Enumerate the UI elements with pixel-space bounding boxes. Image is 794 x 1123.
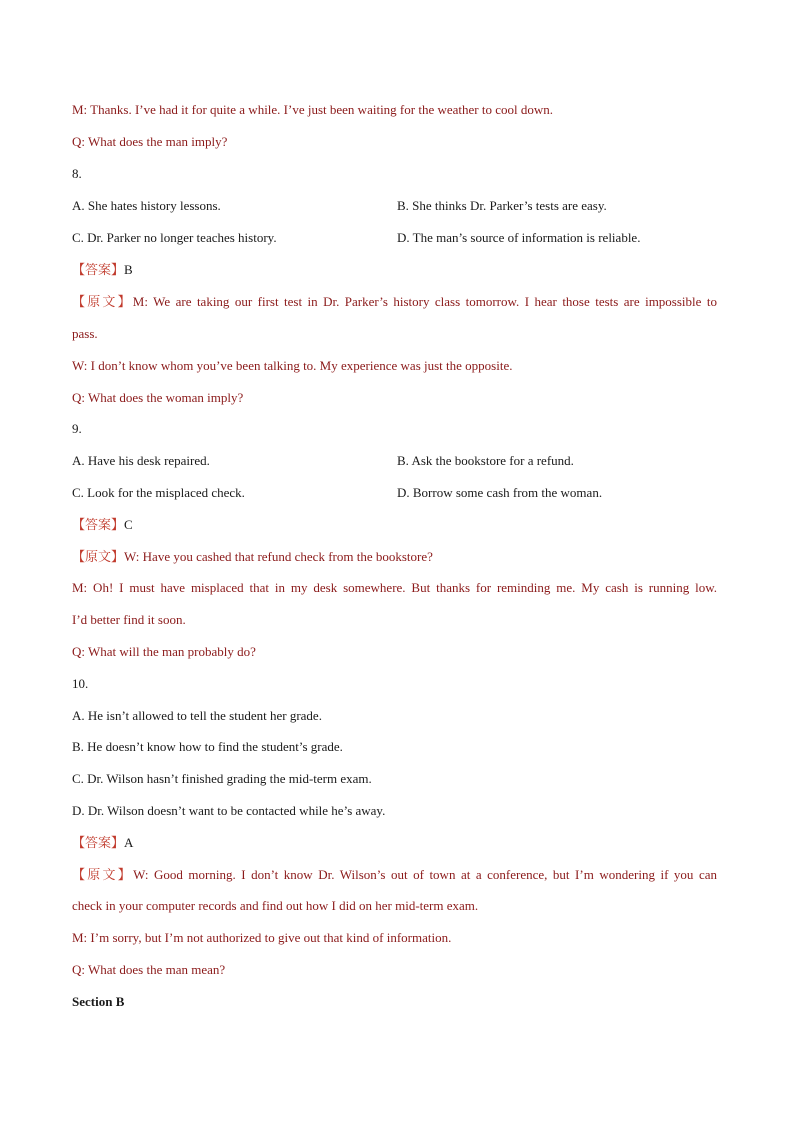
option-d: D. Borrow some cash from the woman.: [397, 485, 603, 500]
answer-value: A: [124, 835, 134, 850]
question-number: 8.: [72, 166, 82, 181]
answer-line: [72, 517, 133, 533]
transcript-line: check in your computer records and find out how I did on her mid-term exam.: [72, 898, 479, 913]
option-b: B. She thinks Dr. Parker’s tests are easy.: [397, 198, 607, 213]
transcript-text: W: Good morning. I don’t know Dr. Wilson’s out of town at a conference, but I’m wondering if you can: [133, 867, 717, 882]
question-line: Q: What does the woman imply?: [72, 390, 244, 405]
option-a: A. She hates history lessons.: [72, 198, 221, 213]
transcript-line: [72, 549, 433, 565]
transcript-line: M: Oh! I must have misplaced that in my desk somewhere. But thanks for reminding me. My cash is running low.: [72, 580, 717, 595]
option-d: D. Dr. Wilson doesn’t want to be contacted while he’s away.: [72, 803, 386, 818]
question-line: Q: What does the man mean?: [72, 962, 226, 977]
option-a: A. Have his desk repaired.: [72, 453, 210, 468]
transcript-line: [72, 867, 717, 883]
option-c: C. Look for the misplaced check.: [72, 485, 245, 500]
option-a: A. He isn’t allowed to tell the student her grade.: [72, 708, 322, 723]
transcript-text: W: Have you cashed that refund check from the bookstore?: [124, 549, 433, 564]
answer-label: 【答案】: [72, 835, 125, 850]
question-line: Q: What will the man probably do?: [72, 644, 256, 659]
answer-value: C: [124, 517, 133, 532]
transcript-label: 【原文】: [72, 867, 134, 882]
option-d: D. The man’s source of information is reliable.: [397, 230, 641, 245]
option-b: B. Ask the bookstore for a refund.: [397, 453, 574, 468]
answer-label: 【答案】: [72, 262, 125, 277]
answer-line: [72, 262, 133, 278]
answer-label: 【答案】: [72, 517, 125, 532]
question-number: 9.: [72, 421, 82, 436]
transcript-text: M: We are taking our first test in Dr. Parker’s history class tomorrow. I hear those tests are impossible to: [132, 294, 717, 309]
option-b: B. He doesn’t know how to find the student’s grade.: [72, 739, 343, 754]
transcript-line: M: I’m sorry, but I’m not authorized to give out that kind of information.: [72, 930, 452, 945]
answer-line: [72, 835, 133, 851]
transcript-label: 【原文】: [72, 549, 125, 564]
question-number: 10.: [72, 676, 89, 691]
transcript-line: M: Thanks. I’ve had it for quite a while. I’ve just been waiting for the weather to cool down.: [72, 102, 553, 117]
transcript-line: pass.: [72, 326, 98, 341]
section-heading: Section B: [72, 994, 125, 1009]
option-c: C. Dr. Parker no longer teaches history.: [72, 230, 277, 245]
question-line: Q: What does the man imply?: [72, 134, 228, 149]
transcript-line: W: I don’t know whom you’ve been talking to. My experience was just the opposite.: [72, 358, 513, 373]
answer-value: B: [124, 262, 133, 277]
transcript-label: 【原文】: [72, 294, 133, 309]
transcript-line: [72, 294, 717, 310]
transcript-line: I’d better find it soon.: [72, 612, 186, 627]
option-c: C. Dr. Wilson hasn’t finished grading the mid-term exam.: [72, 771, 372, 786]
